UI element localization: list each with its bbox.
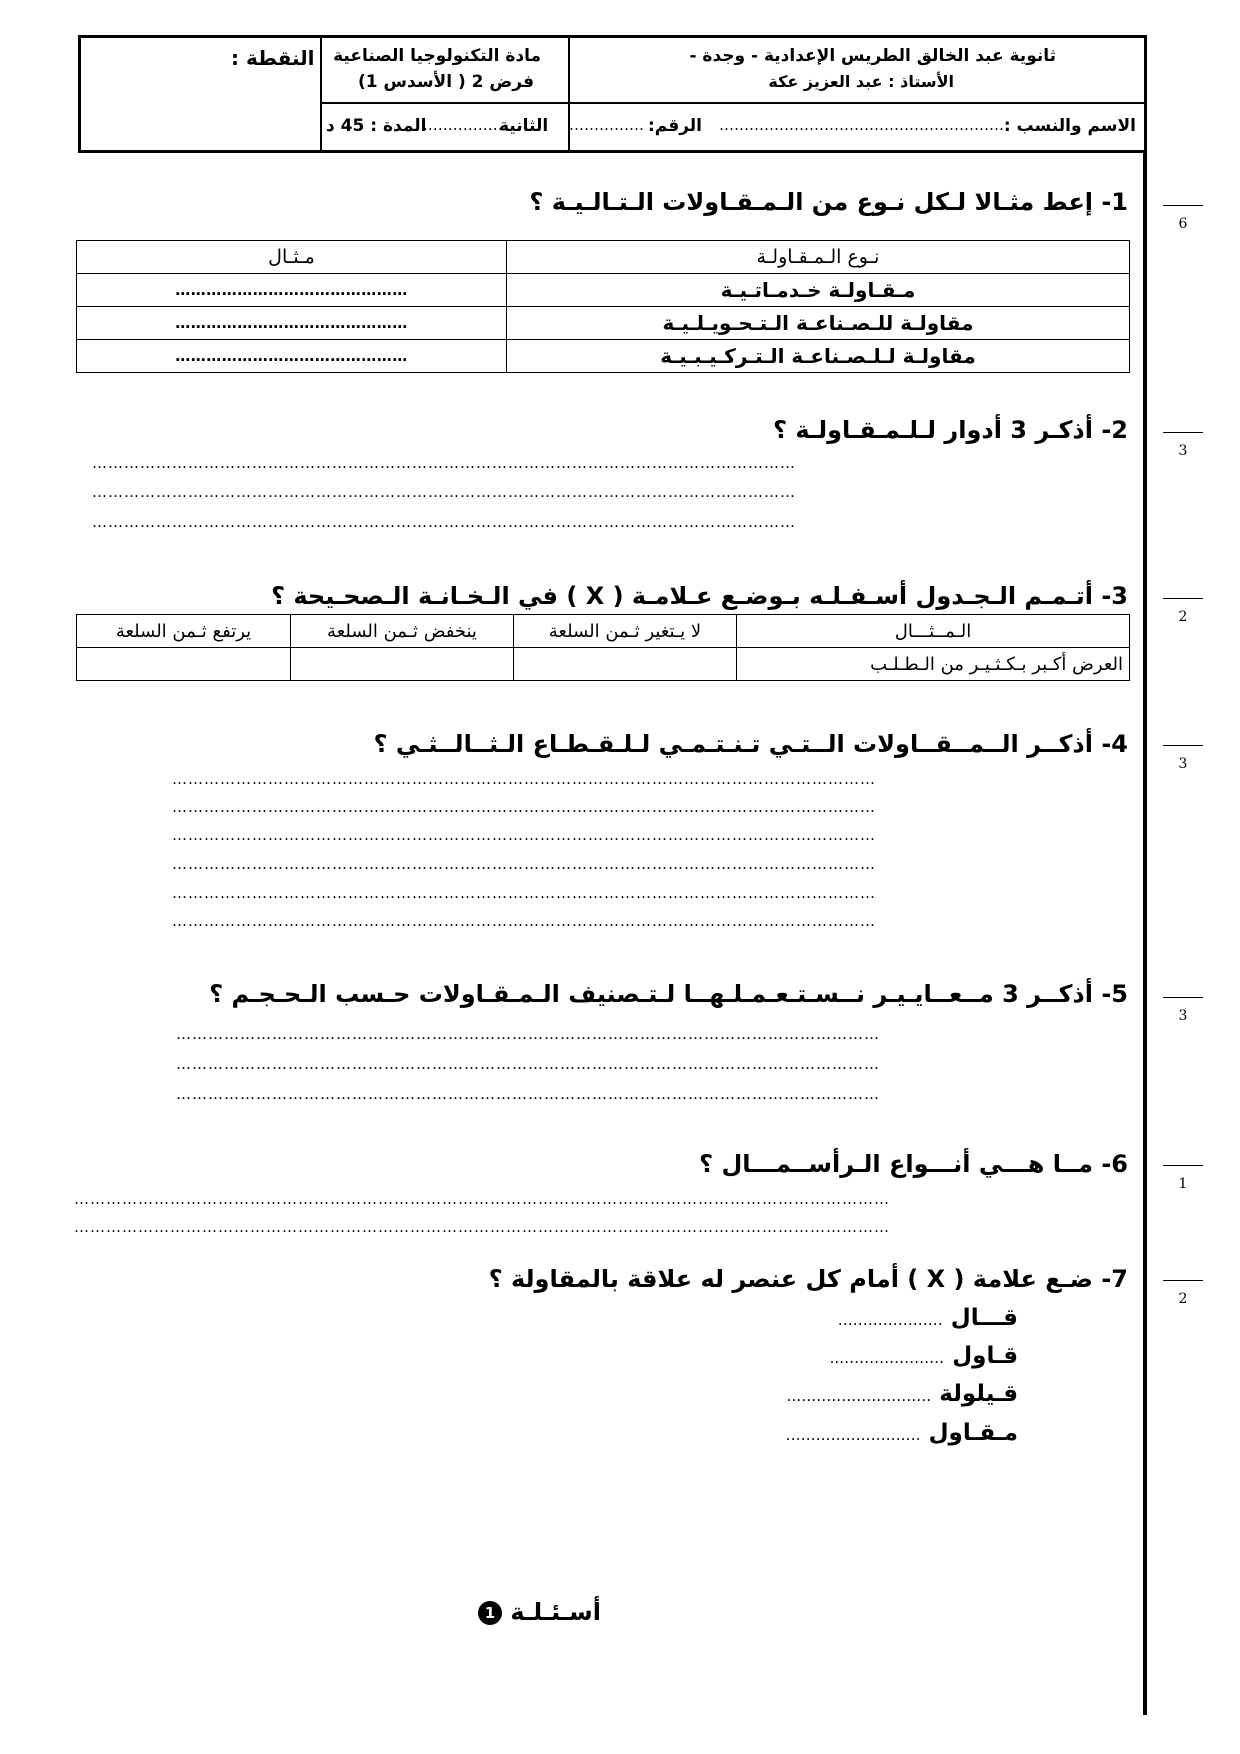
answer-line[interactable]: …………………………………………………………………………………………………………………… xyxy=(92,454,796,472)
example-field[interactable]: ……………………………………… xyxy=(77,307,507,340)
page-number-badge: 1 xyxy=(478,1601,502,1625)
col-header-price-down: ينخفض ثـمن السلعة xyxy=(291,615,514,648)
option-mark-field[interactable]: ………………….. xyxy=(829,1349,945,1367)
exam-header xyxy=(78,35,1147,153)
option-mark-field[interactable]: ……………………… xyxy=(785,1426,921,1444)
answer-line[interactable]: …………………………………………………………………………………………………………………… xyxy=(176,1025,880,1043)
answer-line[interactable]: …………………………………………………………………………………………………………………… xyxy=(172,798,876,816)
class-field[interactable]: ……………. xyxy=(423,116,503,134)
question-1-title: 1- إعط مثـالا لـكل نـوع من الـمـقـاولات الـتـالـيـة ؟ xyxy=(529,188,1128,216)
answer-line[interactable]: …………………………………………………………………………………………………………………… xyxy=(172,884,876,902)
question-5-title: 5- أذكــر 3 مــعــايـيـر نــسـتـعـمـلـهــا لـتـصنيف الـمـقـاولات حـسب الـحـجـم ؟ xyxy=(209,980,1128,1008)
number-label: الرقم: xyxy=(647,116,702,136)
answer-line[interactable]: …………………………………………………………………………………………………………………… xyxy=(172,826,876,844)
answer-cell[interactable] xyxy=(291,648,514,681)
enterprise-type: مـقـاولـة خـدمـاتـيـة xyxy=(507,274,1130,307)
col-header-example: مـثـال xyxy=(77,241,507,274)
subject-label: مادة التكنولوجيا الصناعية xyxy=(333,46,541,66)
answer-cell[interactable] xyxy=(77,648,291,681)
col-header-price-up: يرتفع ثـمن السلعة xyxy=(77,615,291,648)
answer-cell[interactable] xyxy=(514,648,737,681)
answer-line[interactable]: …………………………………………………………………………………………………………………… xyxy=(176,1055,880,1073)
score-q1: 6 xyxy=(1163,205,1203,232)
page-footer xyxy=(470,1598,601,1626)
example-case: العرض أكـبر بـكـثـيـر من الـطـلـب xyxy=(737,648,1130,681)
answer-line[interactable]: …………………………………………………………………………………………………………………… xyxy=(92,483,796,501)
col-header-no-change: لا يـتغير ثـمن السلعة xyxy=(514,615,737,648)
score-q4: 3 xyxy=(1163,745,1203,772)
test-label: فرض 2 ( الأسدس 1) xyxy=(358,72,534,92)
score-label: النقطة : xyxy=(231,46,315,70)
name-field[interactable]: ………………………………………………… xyxy=(719,116,1004,134)
question-2-title: 2- أذكـر 3 أدوار لـلـمـقـاولـة ؟ xyxy=(773,416,1128,444)
option-word: مـقـاول xyxy=(928,1420,1018,1446)
option-word: قـــال xyxy=(950,1305,1018,1331)
question-6-title: 6- مــا هـــي أنـــواع الـرأســمـــال ؟ xyxy=(699,1150,1128,1178)
header-divider xyxy=(320,102,1144,104)
class-label: الثانية xyxy=(499,116,549,136)
score-q7: 2 xyxy=(1163,1280,1203,1307)
score-q2: 3 xyxy=(1163,432,1203,459)
score-q6: 1 xyxy=(1163,1165,1203,1192)
teacher-name: الأستاذ : عبد العزيز عكة xyxy=(768,72,954,91)
answer-line[interactable]: …………………………………………………………………………………………………………………… xyxy=(172,855,876,873)
enterprise-type: مقاولـة للـصـناعـة الـتـحـويـلـيـة xyxy=(507,307,1130,340)
school-name: ثانوية عبد الخالق الطريس الإعدادية - وجدة - xyxy=(689,46,1056,66)
answer-line[interactable]: …………………………………………………………………………………………………………………… xyxy=(172,912,876,930)
answer-line[interactable]: ……………………………………………………………………………………………………………………………………… xyxy=(74,1218,890,1236)
col-header-example: الـمــثـــال xyxy=(737,615,1130,648)
header-divider xyxy=(320,38,322,150)
number-field[interactable]: …………… xyxy=(569,116,644,134)
name-label: الاسم والنسب : xyxy=(1003,116,1136,136)
example-field[interactable]: ……………………………………… xyxy=(77,274,507,307)
question-3-table xyxy=(76,614,1130,681)
option-word: قـيلولة xyxy=(939,1381,1018,1407)
option-item xyxy=(838,1305,1018,1331)
answer-line[interactable]: …………………………………………………………………………………………………………………… xyxy=(92,513,796,531)
example-field[interactable]: ……………………………………… xyxy=(77,340,507,373)
question-7-title: 7- ضـع علامة ( X ) أمام كل عنصر له علاقة بالمقاولة ؟ xyxy=(488,1265,1128,1293)
option-item xyxy=(830,1343,1018,1369)
margin-rule xyxy=(1143,150,1147,1715)
question-4-title: 4- أذكــر الــمــقــاولات الــتـي تـنـتـمـي لـلـقـطـاع الـثــالــثـي ؟ xyxy=(373,730,1128,758)
duration-label: المدة : 45 د xyxy=(326,116,427,136)
answer-line[interactable]: …………………………………………………………………………………………………………………… xyxy=(176,1085,880,1103)
option-item xyxy=(787,1381,1018,1407)
option-mark-field[interactable]: ………………… xyxy=(837,1311,943,1329)
col-header-type: نـوع الـمـقـاولـة xyxy=(507,241,1130,274)
option-item xyxy=(786,1420,1018,1446)
enterprise-type: مقاولـة لـلـصـناعـة الـتـركـيـبـيـة xyxy=(507,340,1130,373)
score-q3: 2 xyxy=(1163,598,1203,625)
answer-line[interactable]: …………………………………………………………………………………………………………………… xyxy=(172,770,876,788)
question-3-title: 3- أتـمـم الـجـدول أسـفـلـه بـوضـع عـلامـة ( X ) في الـخـانـة الـصحـيحة ؟ xyxy=(271,582,1128,610)
question-1-table xyxy=(76,240,1130,373)
option-mark-field[interactable]: ……………………….. xyxy=(786,1387,932,1405)
footer-label: أسـئـلـة xyxy=(510,1598,601,1626)
option-word: قـاول xyxy=(952,1343,1018,1369)
answer-line[interactable]: ……………………………………………………………………………………………………………………………………… xyxy=(74,1190,890,1208)
score-q5: 3 xyxy=(1163,997,1203,1024)
